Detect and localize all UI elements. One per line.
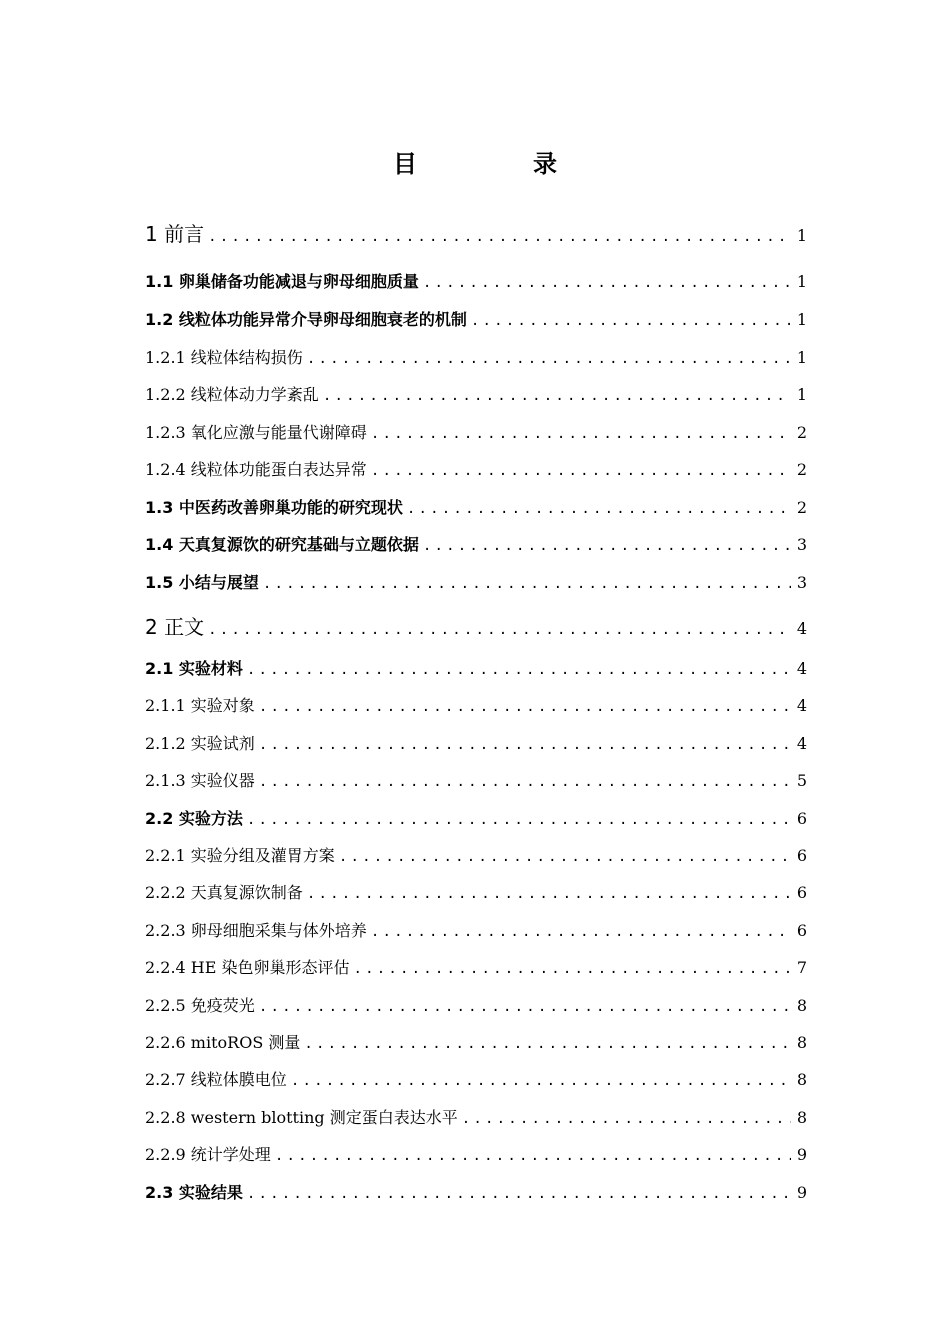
toc-page-number: 6 [796, 809, 807, 828]
toc-dot-leader [208, 618, 791, 642]
toc-entry-label: 2.2.9 统计学处理 [145, 1145, 271, 1164]
toc-page-number: 6 [796, 883, 807, 902]
toc-entry[interactable] [145, 919, 807, 943]
toc-dot-leader [259, 995, 791, 1019]
toc-page-number: 5 [796, 771, 807, 790]
toc-entry-label: 1.2 线粒体功能异常介导卵母细胞衰老的机制 [145, 310, 467, 329]
toc-entry-label: 1.4 天真复源饮的研究基础与立题依据 [145, 535, 419, 554]
toc-entry[interactable] [145, 571, 807, 595]
toc-entry-label: 2.2.4 HE 染色卵巢形态评估 [145, 958, 350, 977]
toc-dot-leader [291, 1069, 791, 1093]
toc-entry-label: 2.2.3 卵母细胞采集与体外培养 [145, 921, 367, 940]
toc-dot-leader [371, 920, 791, 944]
toc-entry-label: 2.2.5 免疫荧光 [145, 996, 255, 1015]
toc-entry-label: 2.2.1 实验分组及灌胃方案 [145, 846, 335, 865]
toc-dot-leader [247, 808, 791, 832]
toc-dot-leader [462, 1107, 791, 1131]
toc-page-number: 9 [796, 1183, 807, 1202]
toc-entry-label: 2 正文 [145, 615, 205, 639]
toc-page-number: 1 [796, 226, 807, 245]
toc-entry-label: 2.1.2 实验试剂 [145, 734, 255, 753]
toc-entry[interactable] [145, 881, 807, 905]
toc-page-number: 2 [796, 498, 807, 517]
toc-entry-label: 2.2.8 western blotting 测定蛋白表达水平 [145, 1108, 458, 1127]
toc-entry-label: 1 前言 [145, 222, 205, 246]
toc-dot-leader [208, 225, 791, 249]
toc-entry[interactable] [145, 222, 807, 246]
toc-dot-leader [307, 882, 791, 906]
toc-dot-leader [371, 422, 791, 446]
toc-entry[interactable] [145, 807, 807, 831]
toc-entry-label: 1.2.4 线粒体功能蛋白表达异常 [145, 460, 367, 479]
toc-page-number: 8 [796, 1070, 807, 1089]
toc-dot-leader [263, 572, 791, 596]
toc-dot-leader [307, 347, 791, 371]
toc-dot-leader [247, 658, 791, 682]
toc-entry[interactable] [145, 308, 807, 332]
toc-entry[interactable] [145, 383, 807, 407]
toc-page-number: 1 [796, 310, 807, 329]
toc-dot-leader [354, 957, 791, 981]
toc-dot-leader [259, 733, 791, 757]
toc-entry-label: 1.2.3 氧化应激与能量代谢障碍 [145, 423, 367, 442]
toc-entry[interactable] [145, 1031, 807, 1055]
toc-page-number: 4 [796, 734, 807, 753]
toc-dot-leader [304, 1032, 791, 1056]
toc-page-number: 4 [796, 696, 807, 715]
toc-entry[interactable] [145, 1068, 807, 1092]
toc-entry-label: 1.2.2 线粒体动力学紊乱 [145, 385, 319, 404]
toc-page-number: 9 [796, 1145, 807, 1164]
toc-dot-leader [323, 384, 791, 408]
toc-entry-label: 1.2.1 线粒体结构损伤 [145, 348, 303, 367]
toc-page-number: 4 [796, 659, 807, 678]
toc-page-number: 6 [796, 846, 807, 865]
toc-entry-label: 2.1.3 实验仪器 [145, 771, 255, 790]
toc-entry[interactable] [145, 1143, 807, 1167]
toc-title: 目 录 [393, 150, 603, 178]
toc-entry-label: 2.1.1 实验对象 [145, 696, 255, 715]
toc-entry-label: 2.3 实验结果 [145, 1183, 243, 1202]
toc-dot-leader [339, 845, 791, 869]
toc-entry[interactable] [145, 496, 807, 520]
toc-page-number: 4 [796, 619, 807, 638]
toc-entry[interactable] [145, 270, 807, 294]
toc-entry-label: 2.2.6 mitoROS 测量 [145, 1033, 301, 1052]
toc-dot-leader [371, 459, 791, 483]
toc-dot-leader [407, 497, 791, 521]
toc-page-number: 7 [796, 958, 807, 977]
toc-entry[interactable] [145, 694, 807, 718]
toc-dot-leader [423, 534, 791, 558]
toc-dot-leader [259, 770, 791, 794]
toc-dot-leader [423, 271, 791, 295]
toc-page-number: 1 [796, 348, 807, 367]
toc-page-number: 8 [796, 1108, 807, 1127]
toc-dot-leader [259, 695, 791, 719]
toc-page-number: 1 [796, 385, 807, 404]
toc-entry[interactable] [145, 732, 807, 756]
toc-dot-leader [275, 1144, 791, 1168]
toc-entry-label: 1.5 小结与展望 [145, 573, 259, 592]
toc-entry[interactable] [145, 421, 807, 445]
toc-entry[interactable] [145, 458, 807, 482]
toc-page-number: 2 [796, 460, 807, 479]
toc-entry-label: 2.2.7 线粒体膜电位 [145, 1070, 287, 1089]
toc-page-number: 8 [796, 996, 807, 1015]
toc-entry[interactable] [145, 769, 807, 793]
toc-entry[interactable] [145, 657, 807, 681]
toc-entry[interactable] [145, 956, 807, 980]
toc-page-number: 1 [796, 272, 807, 291]
toc-entry[interactable] [145, 1181, 807, 1205]
toc-entry[interactable] [145, 533, 807, 557]
toc-page-number: 6 [796, 921, 807, 940]
toc-page-number: 8 [796, 1033, 807, 1052]
toc-page-number: 2 [796, 423, 807, 442]
toc-page-number: 3 [796, 573, 807, 592]
toc-entry-label: 2.1 实验材料 [145, 659, 243, 678]
toc-entry[interactable] [145, 346, 807, 370]
toc-dot-leader [471, 309, 791, 333]
toc-entry[interactable] [145, 1106, 807, 1130]
toc-page-number: 3 [796, 535, 807, 554]
toc-entry-label: 2.2 实验方法 [145, 809, 243, 828]
toc-entry-label: 2.2.2 天真复源饮制备 [145, 883, 303, 902]
toc-entry[interactable] [145, 615, 807, 639]
toc-entry[interactable] [145, 994, 807, 1018]
toc-entry-label: 1.1 卵巢储备功能减退与卵母细胞质量 [145, 272, 419, 291]
toc-entry-label: 1.3 中医药改善卵巢功能的研究现状 [145, 498, 403, 517]
toc-dot-leader [247, 1182, 791, 1206]
toc-entry[interactable] [145, 844, 807, 868]
